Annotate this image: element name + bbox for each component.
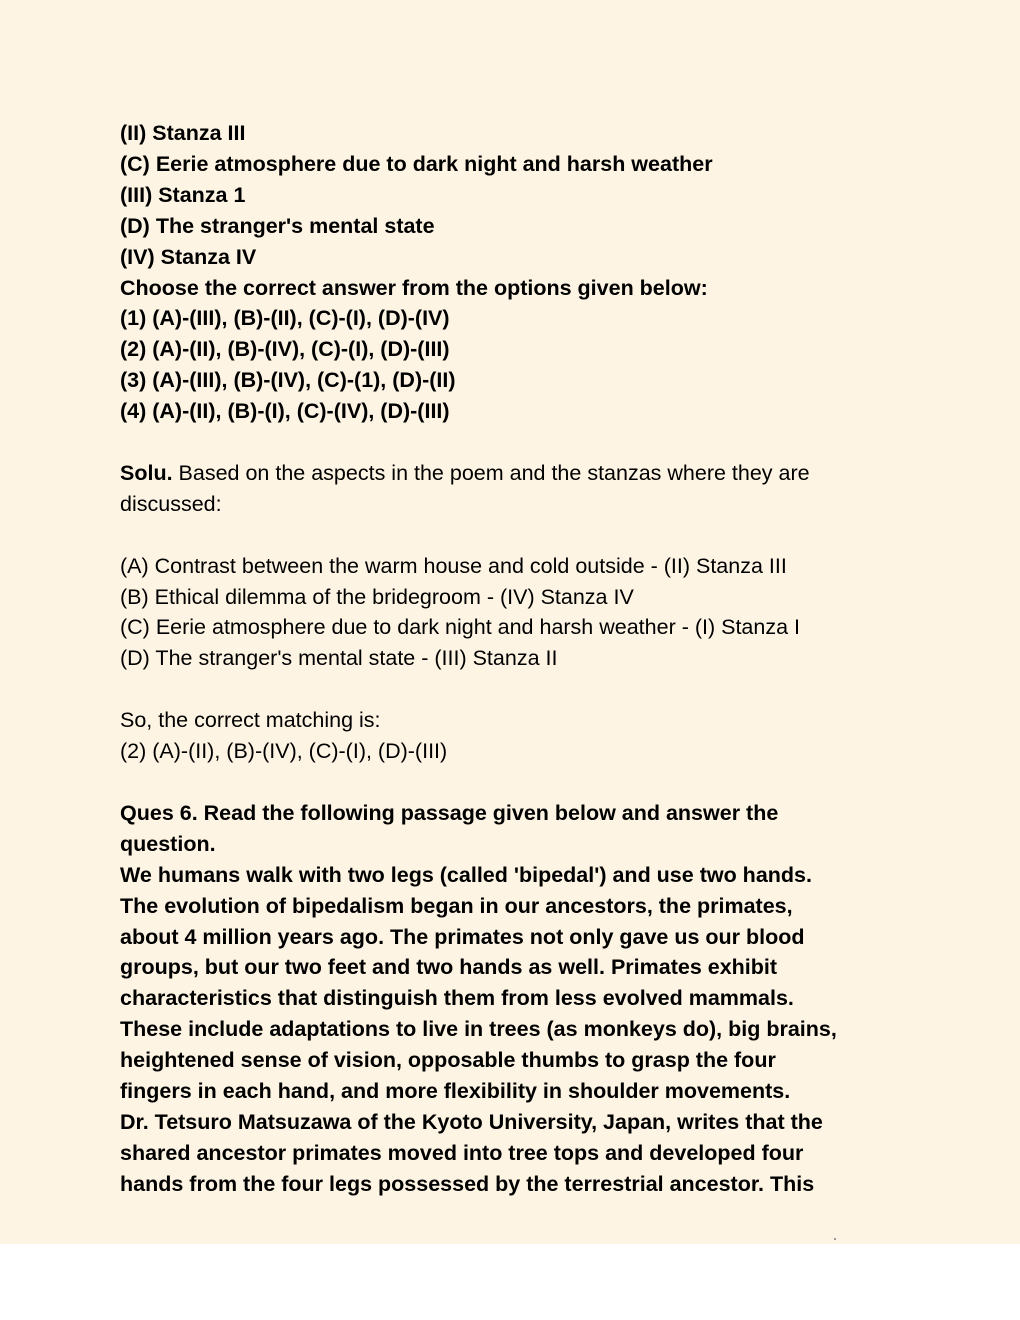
question-6-heading: Ques 6. Read the following passage given below and answer the: [120, 800, 779, 825]
matching-item-iii: (III) Stanza 1: [120, 182, 246, 207]
matching-item-c: (C) Eerie atmosphere due to dark night and harsh weather: [120, 151, 713, 176]
answer-option-4: (4) (A)-(II), (B)-(I), (C)-(IV), (D)-(III): [120, 399, 450, 424]
passage-line: We humans walk with two legs (called 'bipedal') and use two hands.: [120, 862, 812, 887]
matching-item-d: (D) The stranger's mental state: [120, 213, 435, 238]
passage-line: shared ancestor primates moved into tree tops and developed four: [120, 1140, 804, 1165]
solution-match-d: (D) The stranger's mental state - (III) Stanza II: [120, 646, 558, 671]
passage-line: These include adaptations to live in trees (as monkeys do), big brains,: [120, 1017, 837, 1042]
spacer: [120, 520, 910, 551]
solution-label: Solu.: [120, 460, 173, 485]
passage-line: The evolution of bipedalism began in our ancestors, the primates,: [120, 893, 793, 918]
choose-prompt: Choose the correct answer from the options given below:: [120, 275, 708, 300]
solution-match-a: (A) Contrast between the warm house and cold outside - (II) Stanza III: [120, 553, 787, 578]
passage-line: fingers in each hand, and more flexibility in shoulder movements.: [120, 1079, 791, 1104]
passage-line: hands from the four legs possessed by the terrestrial ancestor. This: [120, 1171, 815, 1196]
question-6-heading-continued: question.: [120, 831, 216, 856]
solution-intro-text: Based on the aspects in the poem and the stanzas where they are: [172, 460, 810, 485]
conclusion-label: So, the correct matching is:: [120, 708, 381, 733]
solution-match-c: (C) Eerie atmosphere due to dark night and harsh weather - (I) Stanza I: [120, 615, 800, 640]
spacer: [120, 674, 910, 705]
passage-line: groups, but our two feet and two hands as well. Primates exhibit: [120, 955, 778, 980]
passage-line: characteristics that distinguish them from less evolved mammals.: [120, 986, 794, 1011]
page-speck: [834, 1238, 836, 1240]
page-content: [120, 118, 910, 1200]
conclusion-answer: (2) (A)-(II), (B)-(IV), (C)-(I), (D)-(III): [120, 739, 448, 764]
answer-option-1: (1) (A)-(III), (B)-(II), (C)-(I), (D)-(IV): [120, 306, 450, 331]
passage-line: Dr. Tetsuro Matsuzawa of the Kyoto University, Japan, writes that the: [120, 1109, 823, 1134]
spacer: [120, 767, 910, 798]
spacer: [120, 427, 910, 458]
matching-item-ii: (II) Stanza III: [120, 121, 246, 145]
matching-item-iv: (IV) Stanza IV: [120, 244, 257, 269]
solution-match-b: (B) Ethical dilemma of the bridegroom - (IV) Stanza IV: [120, 584, 634, 609]
answer-option-2: (2) (A)-(II), (B)-(IV), (C)-(I), (D)-(III): [120, 337, 450, 362]
solution-intro: [120, 458, 910, 489]
solution-intro-continued: discussed:: [120, 491, 222, 516]
passage-line: about 4 million years ago. The primates not only gave us our blood: [120, 924, 805, 949]
passage-line: heightened sense of vision, opposable thumbs to grasp the four: [120, 1048, 776, 1073]
answer-option-3: (3) (A)-(III), (B)-(IV), (C)-(1), (D)-(II): [120, 368, 456, 393]
